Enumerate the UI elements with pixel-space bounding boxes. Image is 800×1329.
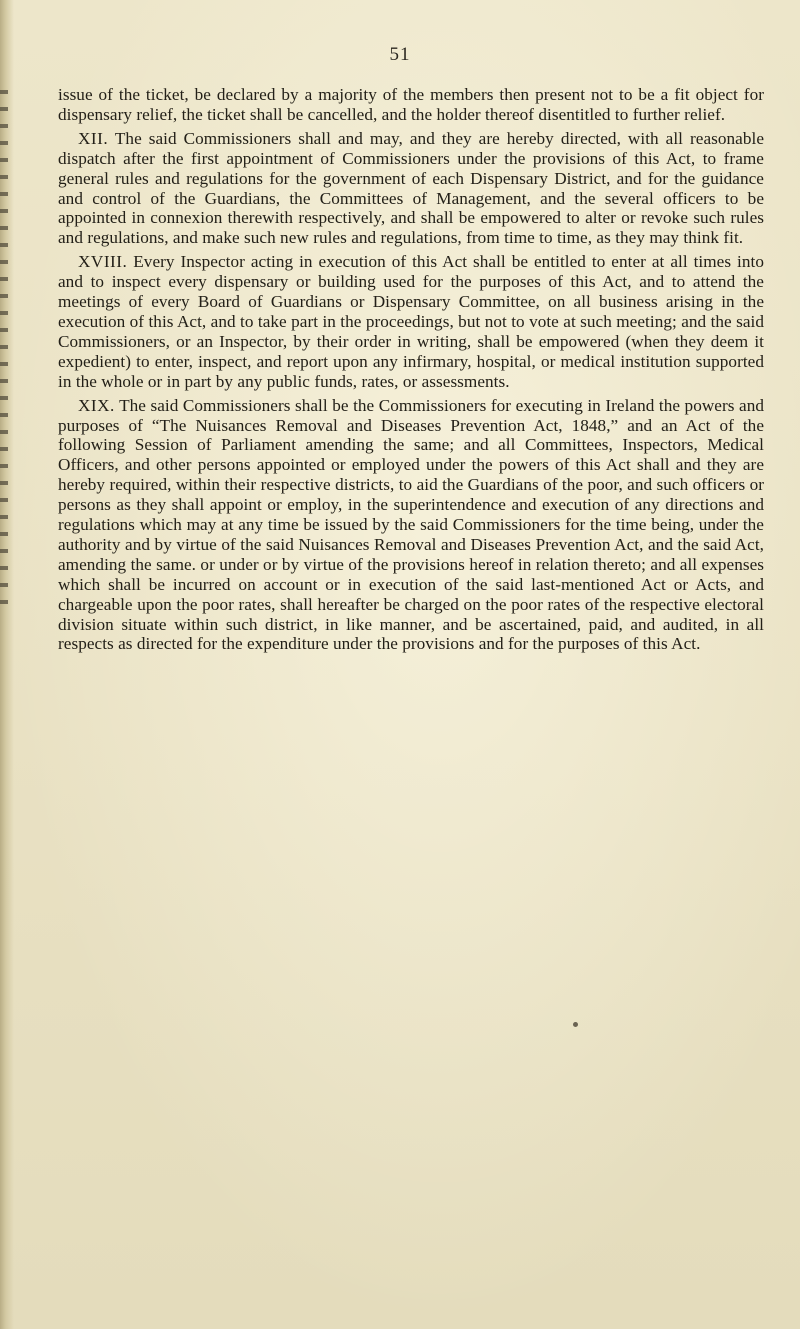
paragraph-text: Every Inspector acting in execution of this Act shall be entitled to enter at all times into and to inspect every dispensary or building used for the purposes of this Act, and to attend the meetings of every Board of Guardians or Dispensary Committee, on all business arising in the execution of this Act, and to take part in the proceedings, but not to vote at such meeting; and the said Commissioners, or an Inspector, by their order in writing, shall be empowered (when they deem it expedient) to enter, inspect, and report upon any infirmary, hospital, or medical institution supported in the whole or in part by any public funds, rates, or assessments.: [58, 252, 764, 391]
ink-speck: [573, 1022, 578, 1027]
page-binding-edge: [0, 0, 14, 1329]
binding-stitch-marks: [0, 90, 8, 610]
paragraph-section-xix: [58, 396, 764, 655]
paragraph-section-xii: [58, 129, 764, 248]
paragraph-text: issue of the ticket, be declared by a majority of the members then present not to be a fit object for dispensary relief, the ticket shall be cancelled, and the holder thereof disentitled to further relief.: [58, 85, 764, 124]
section-number: XVIII.: [78, 252, 128, 272]
page-number: 51: [389, 44, 411, 65]
paragraph-section-xviii: [58, 252, 764, 391]
paragraph-continuation: [58, 85, 764, 125]
section-number: XIX.: [78, 395, 115, 415]
paragraph-text: The said Commissioners shall and may, and they are hereby directed, with all reasonable dispatch after the first appointment of Commissioners under the provisions of this Act, to frame general rules and regulations for the government of each Dispensary District, and for the guidance and control of the Guardians, the Committees of Management, and the several officers to be appointed in connexion therewith respectively, and shall be empowered to alter or revoke such rules and regulations, and make such new rules and regulations, from time to time, as they may think fit.: [58, 128, 764, 248]
document-body: [58, 85, 764, 658]
section-number: XII.: [78, 128, 109, 148]
paragraph-text: The said Commissioners shall be the Commissioners for executing in Ireland the powers and purposes of “The Nuisances Removal and Diseases Prevention Act, 1848,” and an Act of the following Session of Parliament amending the same; and all Committees, Inspectors, Medical Officers, and other persons appointed or employed under the powers of this Act shall and they are hereby required, within their respective districts, to aid the Guardians of the poor, and such officers or persons as they shall appoint or employ, in the superintendence and execution of any directions and regulations which may at any time be issued by the said Commissioners for the time being, under the authority and by virtue of the said Nuisances Removal and Diseases Prevention Act, and the said Act, amending the same. or under or by virtue of the provisions hereof in relation thereto; and all expenses which shall be incurred on account or in execution of the said last-mentioned Act or Acts, and chargeable upon the poor rates, shall hereafter be charged on the poor rates of the respective electoral division situate within such district, in like manner, and be ascertained, paid, and audited, in all respects as directed for the expenditure under the provisions and for the purposes of this Act.: [58, 395, 764, 654]
